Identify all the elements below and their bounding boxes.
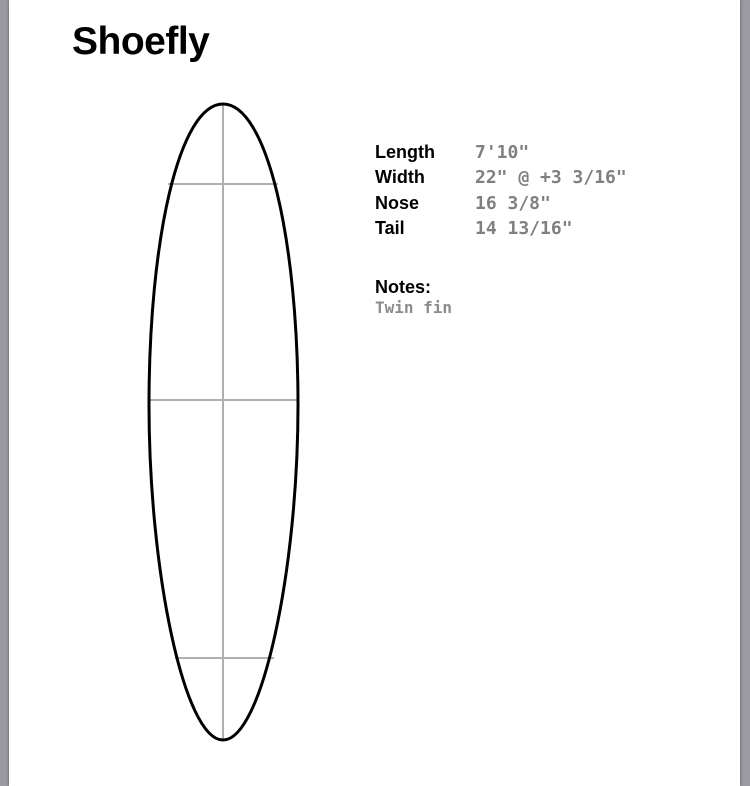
spec-row-width: [375, 165, 715, 190]
spec-row-nose: [375, 191, 715, 216]
document-page: [9, 0, 740, 786]
spec-label: Nose: [375, 192, 420, 213]
spec-label: Tail: [375, 218, 405, 239]
spec-label: Width: [375, 167, 425, 188]
spec-value: 22" @ +3 3/16": [475, 167, 627, 189]
notes-label: Notes:: [375, 277, 432, 297]
spec-value: 14 13/16": [475, 218, 573, 240]
notes-text: Twin fin: [375, 298, 453, 317]
spec-row-tail: [375, 216, 715, 241]
spec-value: 7'10": [475, 142, 530, 164]
board-title: Shoefly: [72, 20, 210, 63]
surfboard-outline-drawing: [9, 0, 740, 786]
notes-section: [375, 276, 452, 318]
spec-label: Length: [375, 142, 435, 163]
spec-table: [375, 140, 715, 241]
spec-value: 16 3/8": [475, 192, 551, 214]
spec-row-length: [375, 140, 715, 165]
